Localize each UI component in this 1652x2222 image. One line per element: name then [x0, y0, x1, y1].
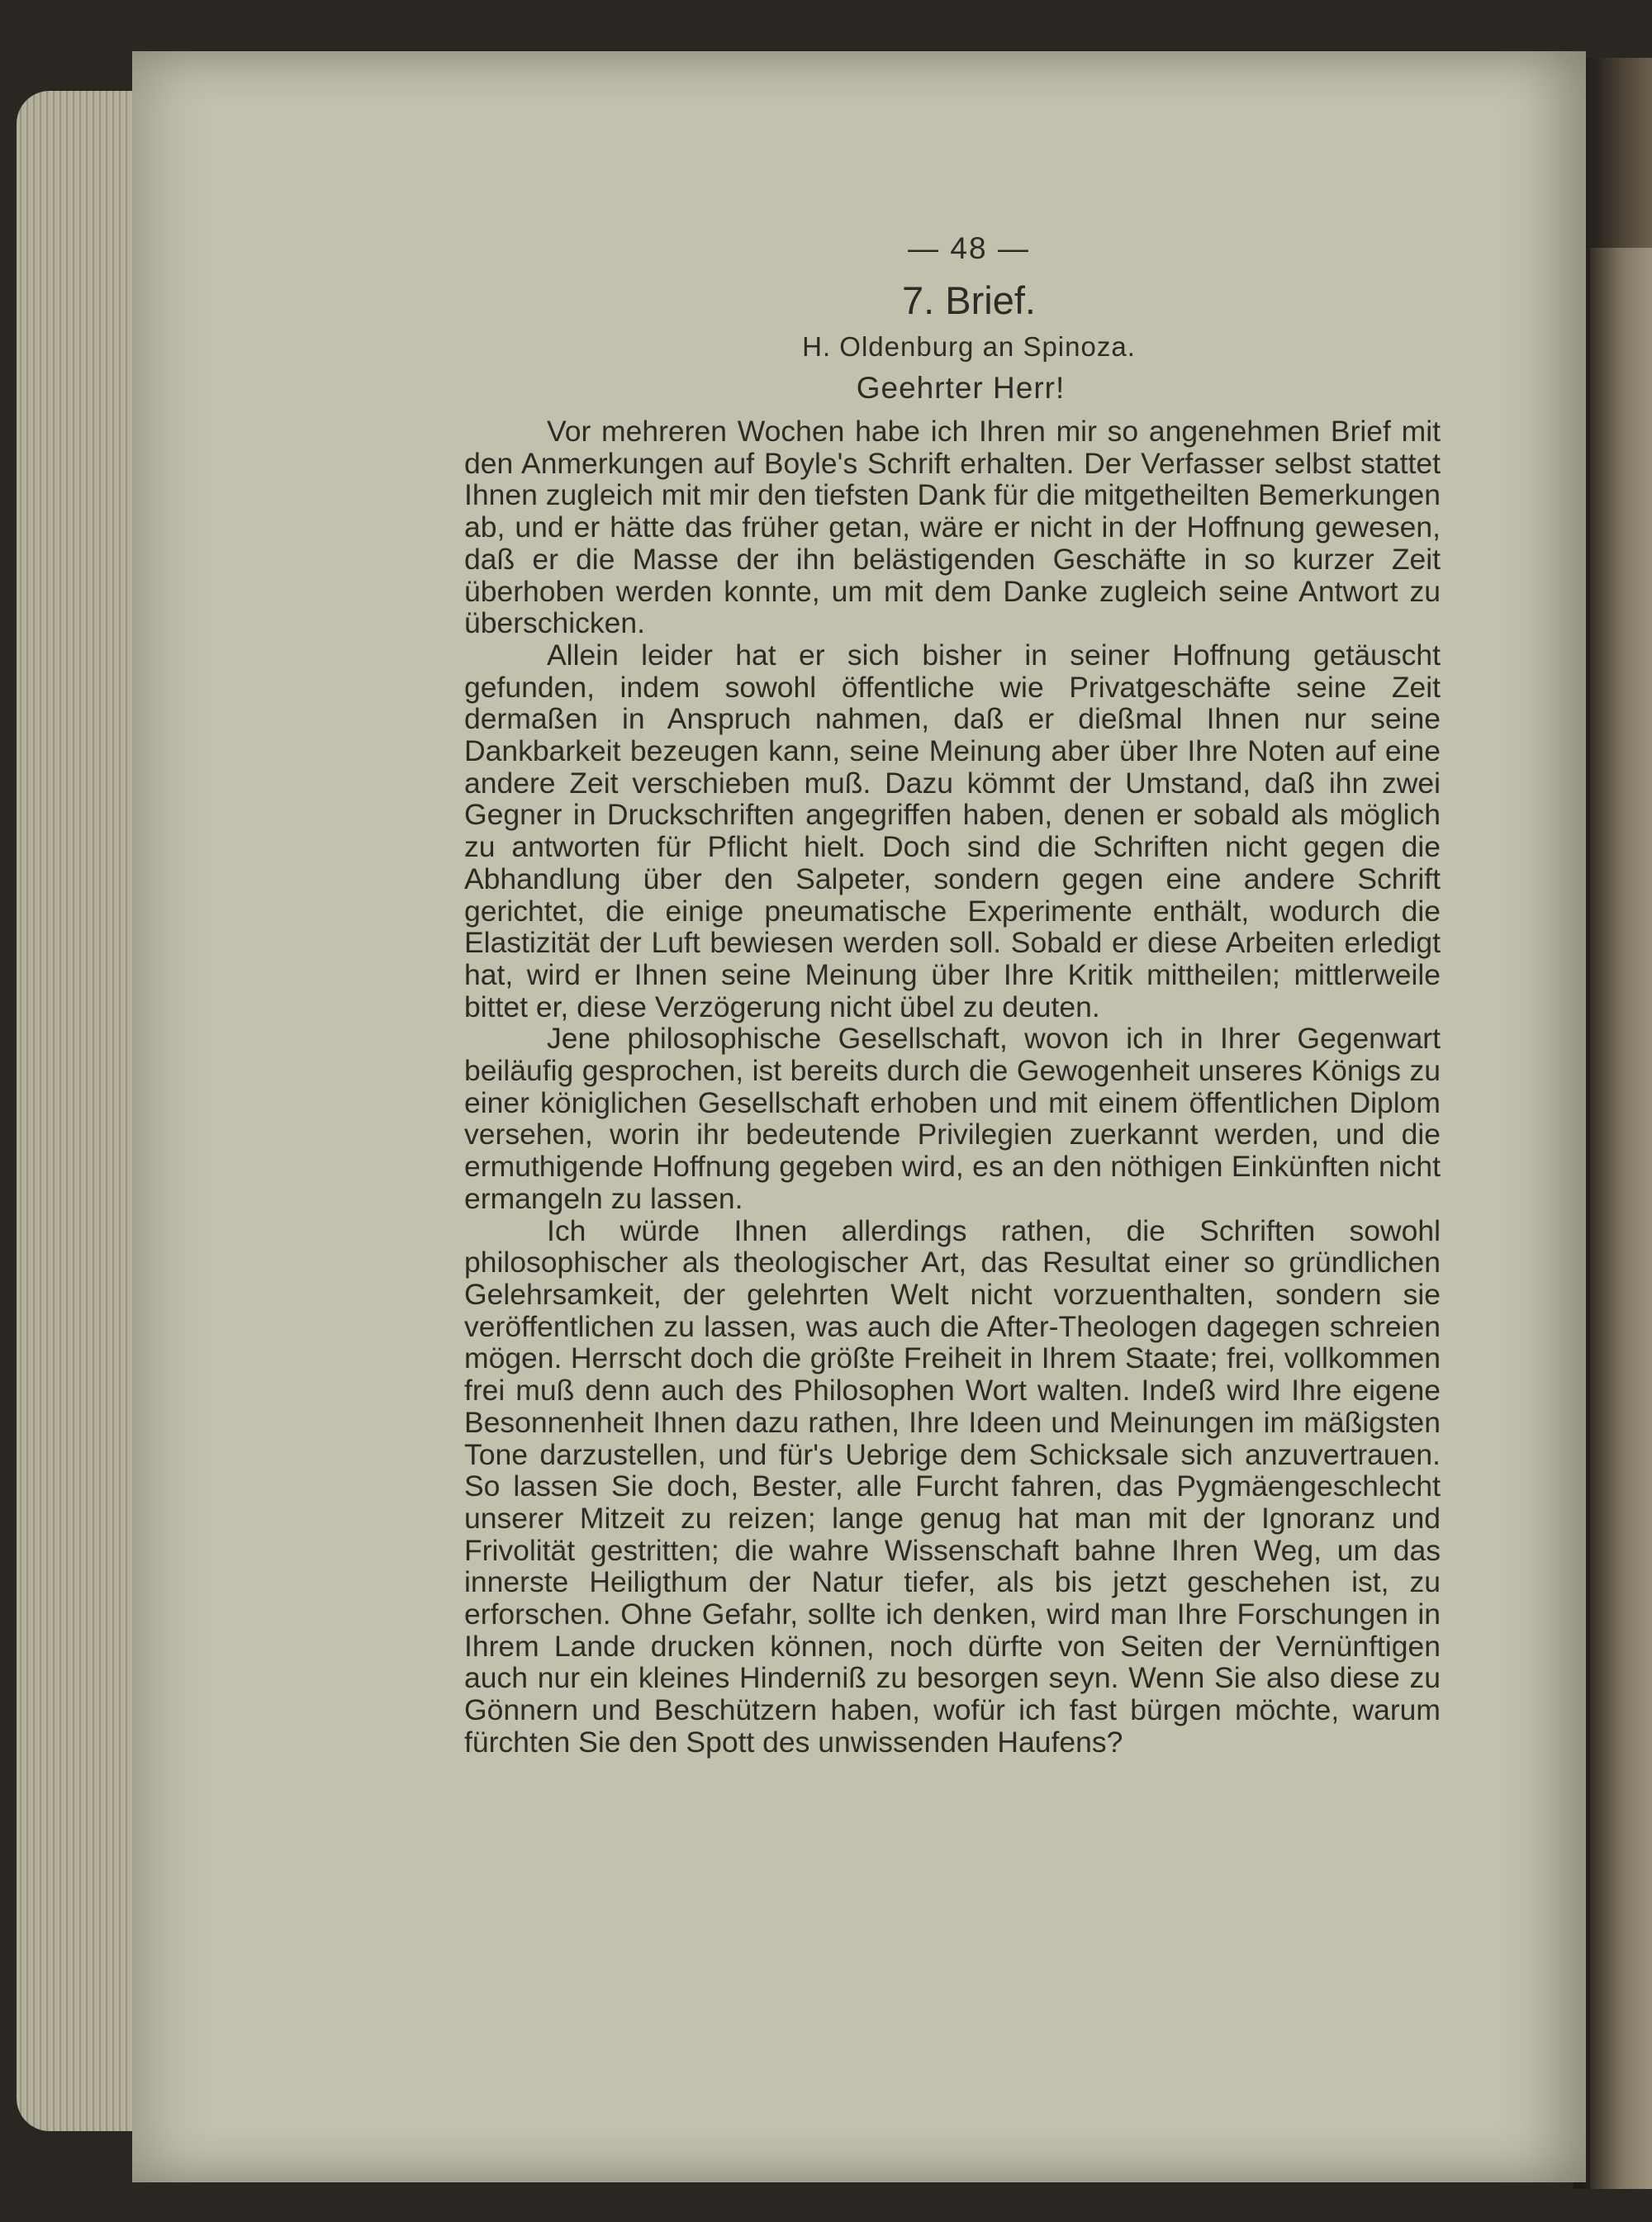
- paragraph-1: Vor mehreren Wochen habe ich Ihren mir so angenehmen Brief mit den Anmerkungen auf Boyle's Schrift erhalten. Der Verfasser selbst stattet Ihnen zugleich mit mir den tiefsten Dank für die mitgetheilten Bemerkungen ab, und er hätte das früher getan, wäre er nicht in der Hoffnung gewesen, daß er die Masse der ihn belästigenden Geschäfte in so kurzer Zeit überhoben werden konnte, um mit dem Danke zugleich seine Antwort zu überschicken.: [464, 415, 1441, 640]
- paragraph-4: Ich würde Ihnen allerdings rathen, die Schriften sowohl philosophischer als theologischer Art, das Resultat einer so gründlichen Gelehrsamkeit, der gelehrten Welt nicht vorzuenthalten, sondern sie veröffentlichen zu lassen, was auch die After-Theologen dagegen schreien mögen. Herrscht doch die größte Freiheit in Ihrem Staate; frei, vollkommen frei muß denn auch des Philosophen Wort walten. Indeß wird Ihre eigene Besonnenheit Ihnen dazu rathen, Ihre Ideen und Meinungen im mäßigsten Tone darzustellen, und für's Uebrige dem Schicksale sich anzuvertrauen. So lassen Sie doch, Bester, alle Furcht fahren, das Pygmäengeschlecht unserer Mitzeit zu reizen; lange genug hat man mit der Ignoranz und Frivolität gestritten; die wahre Wissenschaft bahne Ihren Weg, um das innerste Heiligthum der Natur tiefer, als bis jetzt geschehen ist, zu erforschen. Ohne Gefahr, sollte ich denken, wird man Ihre Forschungen in Ihrem Lande drucken können, noch dürfte von Seiten der Vernünftigen auch nur ein kleines Hinderniß zu besorgen seyn. Wenn Sie also diese zu Gönnern und Beschützern haben, wofür ich fast bürgen möchte, warum fürchten Sie den Spott des unwissenden Haufens?: [464, 1213, 1441, 1759]
- salutation: Geehrter Herr!: [856, 371, 1066, 405]
- paragraph-3: Jene philosophische Gesellschaft, wovon ich in Ihrer Gegenwart beiläufig gesprochen, ist bereits durch die Gewogenheit unseres Königs zu einer königlichen Gesellschaft erhoben und mit einem öffentlichen Diplom versehen, worin ihr bedeutende Privilegien zuerkannt werden, und die ermuthigende Hoffnung gegeben wird, es an den nöthigen Einkünften nicht ermangeln zu lassen.: [464, 1022, 1441, 1215]
- facing-page-edge: [1590, 248, 1652, 2189]
- page-number: — 48 —: [908, 231, 1030, 265]
- book-page-edges: [17, 91, 140, 2131]
- paragraph-2: Allein leider hat er sich bisher in seiner Hoffnung getäuscht gefunden, indem sowohl öffentliche wie Privatgeschäfte seine Zeit dermaßen in Anspruch nahmen, daß er dießmal Ihnen nur seine Dankbarkeit bezeugen kann, seine Meinung aber über Ihre Noten auf eine andere Zeit verschieben muß. Dazu kömmt der Umstand, daß ihn zwei Gegner in Druckschriften angegriffen haben, denen er sobald als möglich zu antworten für Pflicht hielt. Doch sind die Schriften nicht gegen die Abhandlung über den Salpeter, sondern gegen eine andere Schrift gerichtet, die einige pneumatische Experimente enthält, wodurch die Elastizität der Luft bewiesen werden soll. Sobald er diese Arbeiten erledigt hat, wird er Ihnen seine Meinung über Ihre Kritik mittheilen; mittlerweile bittet er, diese Verzögerung nicht übel zu deuten.: [464, 638, 1441, 1023]
- letter-subtitle: H. Oldenburg an Spinoza.: [802, 331, 1136, 362]
- page-content: [464, 231, 1441, 1759]
- letter-title: 7. Brief.: [902, 278, 1036, 322]
